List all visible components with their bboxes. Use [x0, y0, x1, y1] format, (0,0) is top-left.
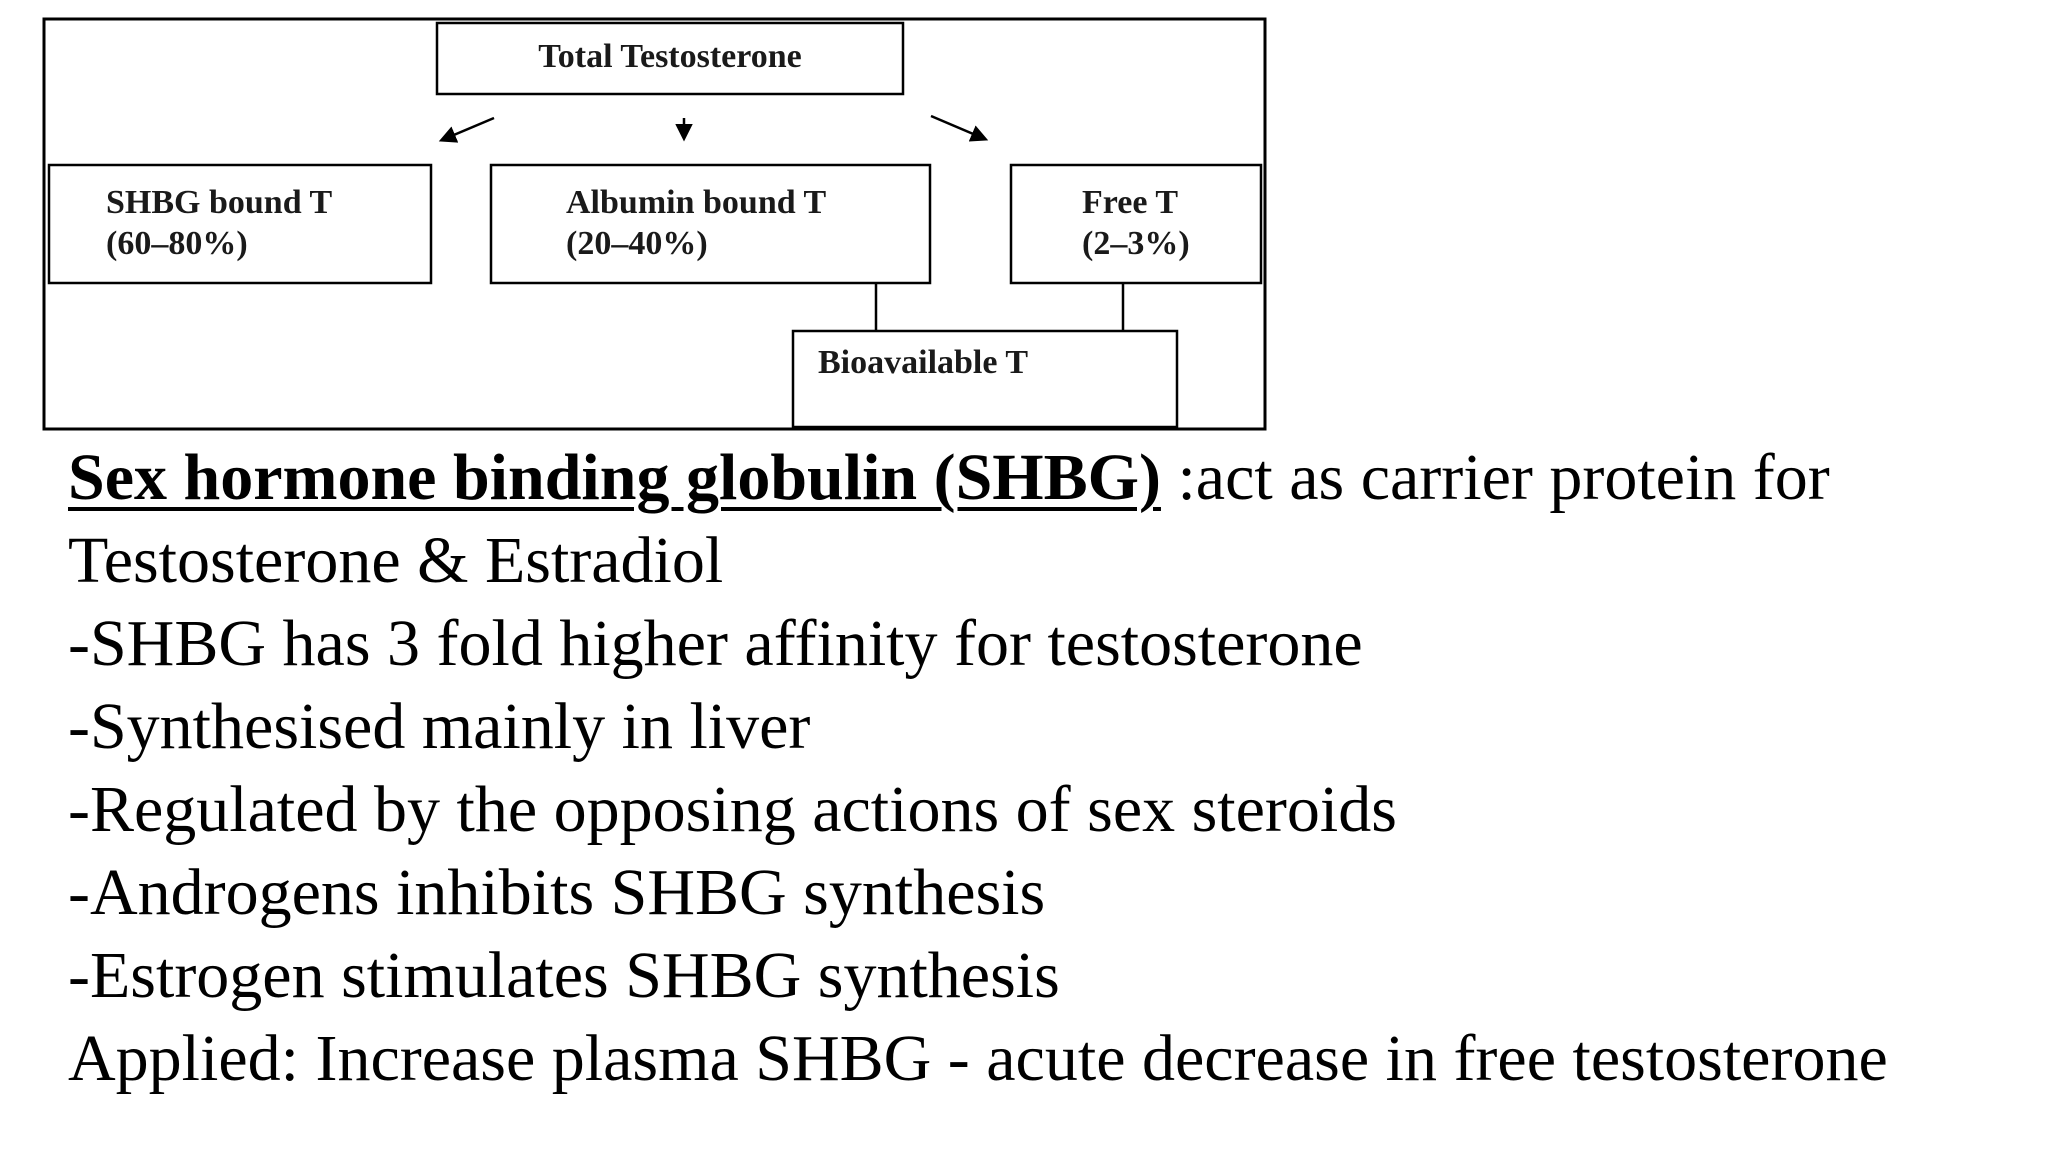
- shbg-heading: Sex hormone binding globulin (SHBG): [68, 441, 1161, 514]
- shbg-bound-percent: (60–80%): [106, 225, 248, 262]
- diagram-frame: [44, 19, 1265, 429]
- affinity-line: -SHBG has 3 fold higher affinity for testosterone: [68, 607, 1363, 680]
- free-t-percent: (2–3%): [1082, 225, 1190, 262]
- arrow-to-shbg: [442, 118, 494, 140]
- shbg-bound-label: SHBG bound T: [106, 184, 333, 221]
- regulation-line: -Regulated by the opposing actions of sex steroids: [68, 773, 1397, 846]
- carrier-targets-line: Testosterone & Estradiol: [68, 524, 724, 597]
- arrow-to-free: [931, 116, 985, 139]
- heading-line: [68, 436, 2028, 519]
- estrogen-line: -Estrogen stimulates SHBG synthesis: [68, 939, 1060, 1012]
- total-testosterone-label: Total Testosterone: [538, 38, 802, 75]
- albumin-bound-label: Albumin bound T: [566, 184, 827, 221]
- albumin-bound-box: [491, 165, 930, 283]
- heading-continuation: :act as carrier protein for: [1160, 441, 1830, 514]
- synthesis-site-line: -Synthesised mainly in liver: [68, 690, 811, 763]
- albumin-bound-percent: (20–40%): [566, 225, 708, 262]
- shbg-notes: [68, 436, 2028, 1100]
- androgens-line: -Androgens inhibits SHBG synthesis: [68, 856, 1046, 929]
- bioavailable-label: Bioavailable T: [818, 344, 1029, 381]
- free-t-label: Free T: [1082, 184, 1178, 221]
- testosterone-fractions-diagram: [0, 0, 1280, 440]
- shbg-bound-box: [49, 165, 431, 283]
- applied-line: Applied: Increase plasma SHBG - acute decrease in free testosterone: [68, 1022, 1888, 1095]
- free-t-box: [1011, 165, 1261, 283]
